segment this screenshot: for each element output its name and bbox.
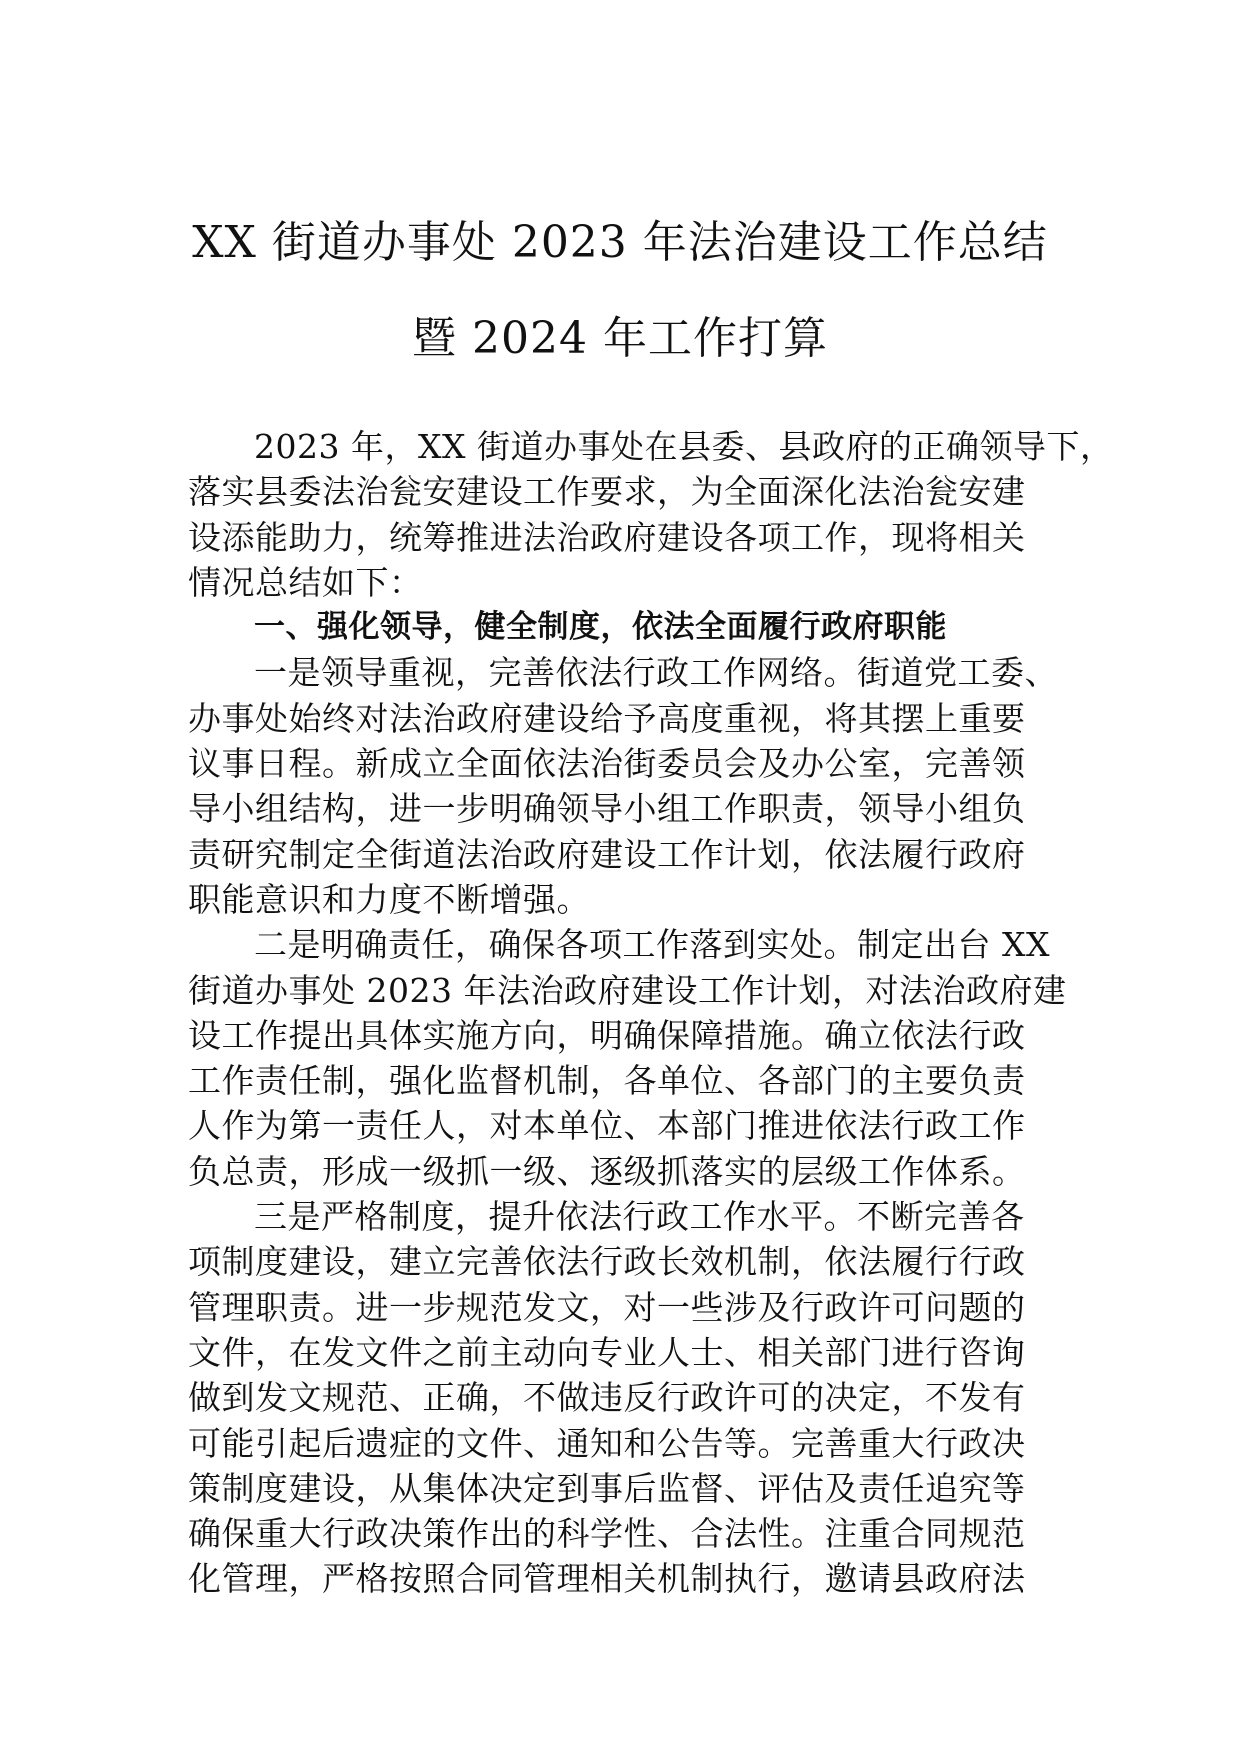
paragraph-line: 确保重大行政决策作出的科学性、合法性。注重合同规范 [188,1514,1026,1554]
paragraph-line: 责研究制定全街道法治政府建设工作计划，依法履行政府 [188,834,1026,874]
paragraph-line: 管理职责。进一步规范发文，对一些涉及行政许可问题的 [188,1287,1026,1327]
paragraph-line: 项制度建设，建立完善依法行政长效机制，依法履行行政 [188,1242,1026,1282]
paragraph-line: 议事日程。新成立全面依法治街委员会及办公室，完善领 [188,744,1026,784]
paragraph-line: 办事处始终对法治政府建设给予高度重视，将其摆上重要 [188,698,1026,738]
paragraph-line: 二是明确责任，确保各项工作落到实处。制定出台 XX [254,925,1050,965]
paragraph-line: 做到发文规范、正确，不做违反行政许可的决定，不发有 [188,1378,1026,1418]
paragraph-line: 设工作提出具体实施方向，明确保障措施。确立依法行政 [188,1015,1026,1055]
paragraph-line: 三是严格制度，提升依法行政工作水平。不断完善各 [254,1197,1025,1237]
paragraph-line: 文件，在发文件之前主动向专业人士、相关部门进行咨询 [188,1332,1026,1372]
section-heading: 一、强化领导，健全制度，依法全面履行政府职能 [254,609,947,646]
paragraph-line: 设添能助力，统筹推进法治政府建设各项工作，现将相关 [188,517,1026,557]
document-body [188,424,1114,1602]
paragraph-line: 负总责，形成一级抓一级、逐级抓落实的层级工作体系。 [188,1151,1026,1191]
paragraph-line: 可能引起后遗症的文件、通知和公告等。完善重大行政决 [188,1423,1026,1463]
paragraph-line: 人作为第一责任人，对本单位、本部门推进依法行政工作 [188,1106,1026,1146]
paragraph-line: 2023 年，XX 街道办事处在县委、县政府的正确领导下， [254,427,1114,466]
paragraph-line: 化管理，严格按照合同管理相关机制执行，邀请县政府法 [188,1559,1026,1599]
paragraph-line: 情况总结如下： [188,562,423,602]
document-title-line-1: XX 街道办事处 2023 年法治建设工作总结 [192,217,1048,268]
document-title-line-2: 暨 2024 年工作打算 [412,313,828,364]
paragraph-line: 工作责任制，强化监督机制，各单位、各部门的主要负责 [188,1061,1026,1101]
paragraph-line: 职能意识和力度不断增强。 [188,879,590,919]
paragraph-line: 一是领导重视，完善依法行政工作网络。街道党工委、 [254,653,1058,693]
paragraph-line: 街道办事处 2023 年法治政府建设工作计划，对法治政府建 [188,970,1067,1010]
paragraph-line: 导小组结构，进一步明确领导小组工作职责，领导小组负 [188,789,1026,829]
paragraph-line: 落实县委法治瓮安建设工作要求，为全面深化法治瓮安建 [188,472,1026,512]
paragraph-line: 策制度建设，从集体决定到事后监督、评估及责任追究等 [188,1468,1026,1508]
